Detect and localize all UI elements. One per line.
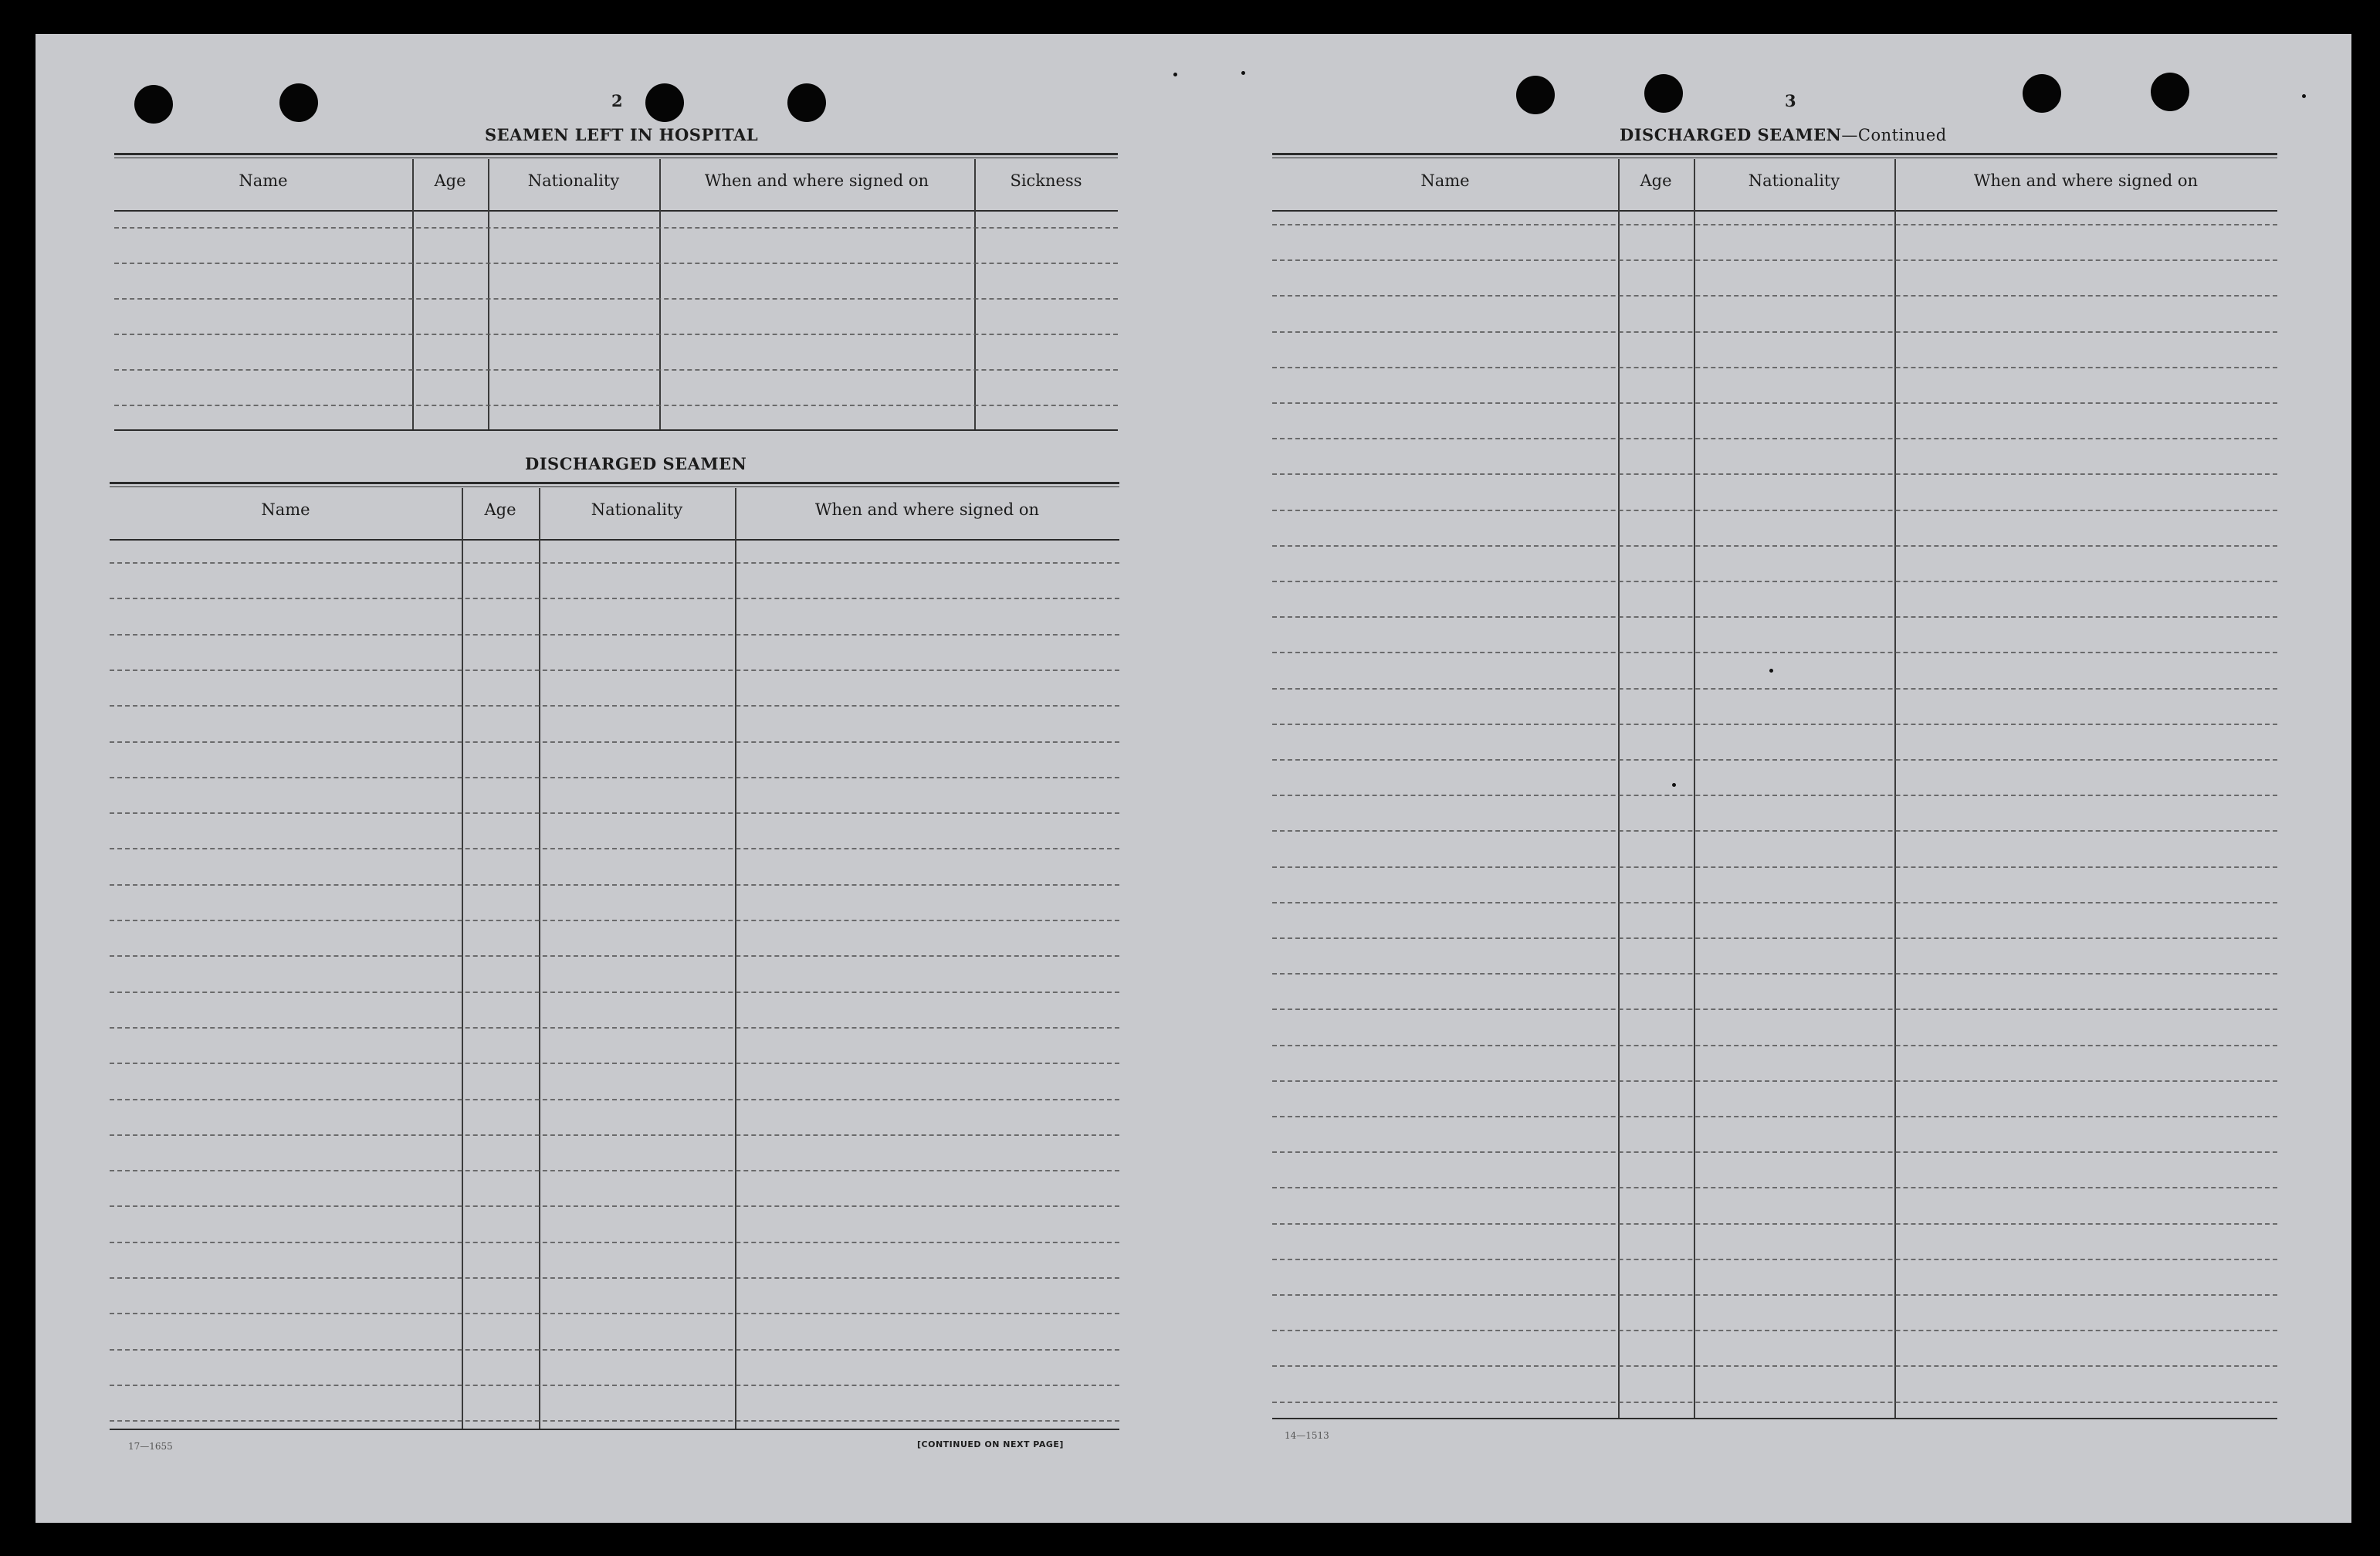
column-divider <box>1618 159 1620 1419</box>
column-header: Sickness <box>1010 171 1082 190</box>
form-code: 14—1513 <box>1285 1430 1329 1441</box>
table-row <box>1272 473 2277 475</box>
table-row <box>1272 295 2277 297</box>
ink-speck <box>1173 73 1177 76</box>
header-rule <box>114 210 1118 212</box>
table-row <box>1272 1402 2277 1403</box>
ink-speck <box>1241 71 1245 75</box>
column-header: When and where signed on <box>814 500 1040 519</box>
table-row <box>1272 1259 2277 1260</box>
table-row <box>1272 1294 2277 1296</box>
table-row <box>1272 973 2277 975</box>
ink-speck <box>2302 94 2306 98</box>
column-divider <box>735 488 736 1430</box>
column-header: Name <box>261 500 310 519</box>
column-divider <box>974 159 976 431</box>
column-header: Age <box>434 171 466 190</box>
table-bottom-rule <box>1272 1418 2277 1419</box>
table-row <box>110 812 1119 814</box>
discharged-section-title: DISCHARGED SEAMEN <box>525 454 747 473</box>
column-header: When and where signed on <box>1973 171 2199 190</box>
table-row <box>1272 331 2277 333</box>
table-row <box>1272 1223 2277 1225</box>
ink-speck <box>1672 783 1676 787</box>
column-divider <box>488 159 489 431</box>
table-row <box>114 263 1118 264</box>
table-row <box>110 992 1119 993</box>
column-header: When and where signed on <box>704 171 929 190</box>
ink-speck <box>1769 669 1773 673</box>
hospital-section-title: SEAMEN LEFT IN HOSPITAL <box>485 125 759 144</box>
table-row <box>114 334 1118 335</box>
table-row <box>110 1170 1119 1171</box>
table-row <box>110 1313 1119 1314</box>
table-row <box>1272 830 2277 832</box>
table-row <box>114 227 1118 229</box>
column-header: Age <box>484 500 516 519</box>
table-row <box>1272 724 2277 725</box>
table-row <box>110 920 1119 921</box>
table-top-rule <box>110 486 1119 487</box>
table-row <box>110 955 1119 957</box>
column-divider <box>412 159 414 431</box>
table-row <box>110 741 1119 743</box>
table-row <box>114 405 1118 406</box>
table-row <box>114 369 1118 371</box>
binder-hole <box>2151 73 2189 111</box>
table-row <box>110 1385 1119 1386</box>
table-row <box>1272 1151 2277 1153</box>
column-divider <box>659 159 661 431</box>
column-header: Name <box>239 171 288 190</box>
table-bottom-rule <box>114 429 1118 431</box>
table-row <box>110 562 1119 564</box>
table-top-rule <box>114 153 1118 155</box>
table-row <box>1272 545 2277 547</box>
binder-hole <box>134 85 173 124</box>
table-row <box>1272 438 2277 439</box>
binder-hole <box>645 83 684 122</box>
table-row <box>110 1099 1119 1100</box>
table-row <box>1272 1080 2277 1082</box>
table-row <box>1272 652 2277 653</box>
table-row <box>1272 1187 2277 1188</box>
column-divider <box>1694 159 1695 1419</box>
column-header: Nationality <box>527 171 620 190</box>
table-row <box>110 1027 1119 1029</box>
page-number: 2 <box>611 91 623 110</box>
title-continued: —Continued <box>1841 126 1947 144</box>
table-row <box>1272 759 2277 761</box>
table-row <box>1272 259 2277 261</box>
table-row <box>1272 902 2277 903</box>
table-row <box>1272 1009 2277 1010</box>
table-row <box>110 705 1119 707</box>
binder-hole <box>1644 74 1683 113</box>
table-top-rule <box>110 482 1119 484</box>
table-row <box>110 1242 1119 1243</box>
column-divider <box>462 488 463 1430</box>
table-row <box>110 598 1119 599</box>
table-row <box>110 848 1119 849</box>
binder-hole <box>279 83 318 122</box>
title-main: DISCHARGED SEAMEN <box>1620 125 1842 144</box>
table-bottom-rule <box>110 1429 1119 1430</box>
table-row <box>1272 224 2277 225</box>
table-row <box>1272 1365 2277 1367</box>
table-row <box>1272 367 2277 368</box>
table-row <box>110 1277 1119 1279</box>
column-divider <box>1894 159 1896 1419</box>
continued-note: [CONTINUED ON NEXT PAGE] <box>917 1439 1064 1449</box>
header-rule <box>1272 210 2277 212</box>
header-rule <box>110 539 1119 541</box>
column-divider <box>539 488 540 1430</box>
table-row <box>1272 581 2277 582</box>
table-row <box>110 1063 1119 1064</box>
form-code: 17—1655 <box>128 1441 173 1452</box>
table-row <box>110 777 1119 778</box>
table-row <box>1272 510 2277 511</box>
table-row <box>114 298 1118 300</box>
column-header: Nationality <box>591 500 683 519</box>
table-row <box>110 884 1119 886</box>
table-row <box>1272 616 2277 618</box>
discharged-continued-table <box>1272 153 2277 1419</box>
table-row <box>110 1420 1119 1422</box>
table-row <box>110 1205 1119 1207</box>
table-row <box>1272 795 2277 796</box>
table-row <box>1272 1116 2277 1117</box>
table-row <box>1272 866 2277 868</box>
binder-hole <box>787 83 826 122</box>
table-row <box>1272 688 2277 690</box>
column-header: Age <box>1640 171 1672 190</box>
table-row <box>1272 1045 2277 1046</box>
page-number: 3 <box>1785 91 1796 110</box>
hospital-table <box>114 153 1118 431</box>
table-row <box>1272 1330 2277 1331</box>
table-row <box>1272 937 2277 939</box>
table-top-rule <box>1272 153 2277 155</box>
discharged-continued-title <box>1620 125 1947 144</box>
binder-hole <box>1516 76 1555 114</box>
table-row <box>110 1349 1119 1351</box>
table-row <box>1272 402 2277 404</box>
binder-hole <box>2023 74 2061 113</box>
column-header: Name <box>1420 171 1470 190</box>
table-row <box>110 634 1119 636</box>
table-row <box>110 1134 1119 1136</box>
column-header: Nationality <box>1748 171 1840 190</box>
table-row <box>110 670 1119 671</box>
discharged-table <box>110 482 1119 1430</box>
